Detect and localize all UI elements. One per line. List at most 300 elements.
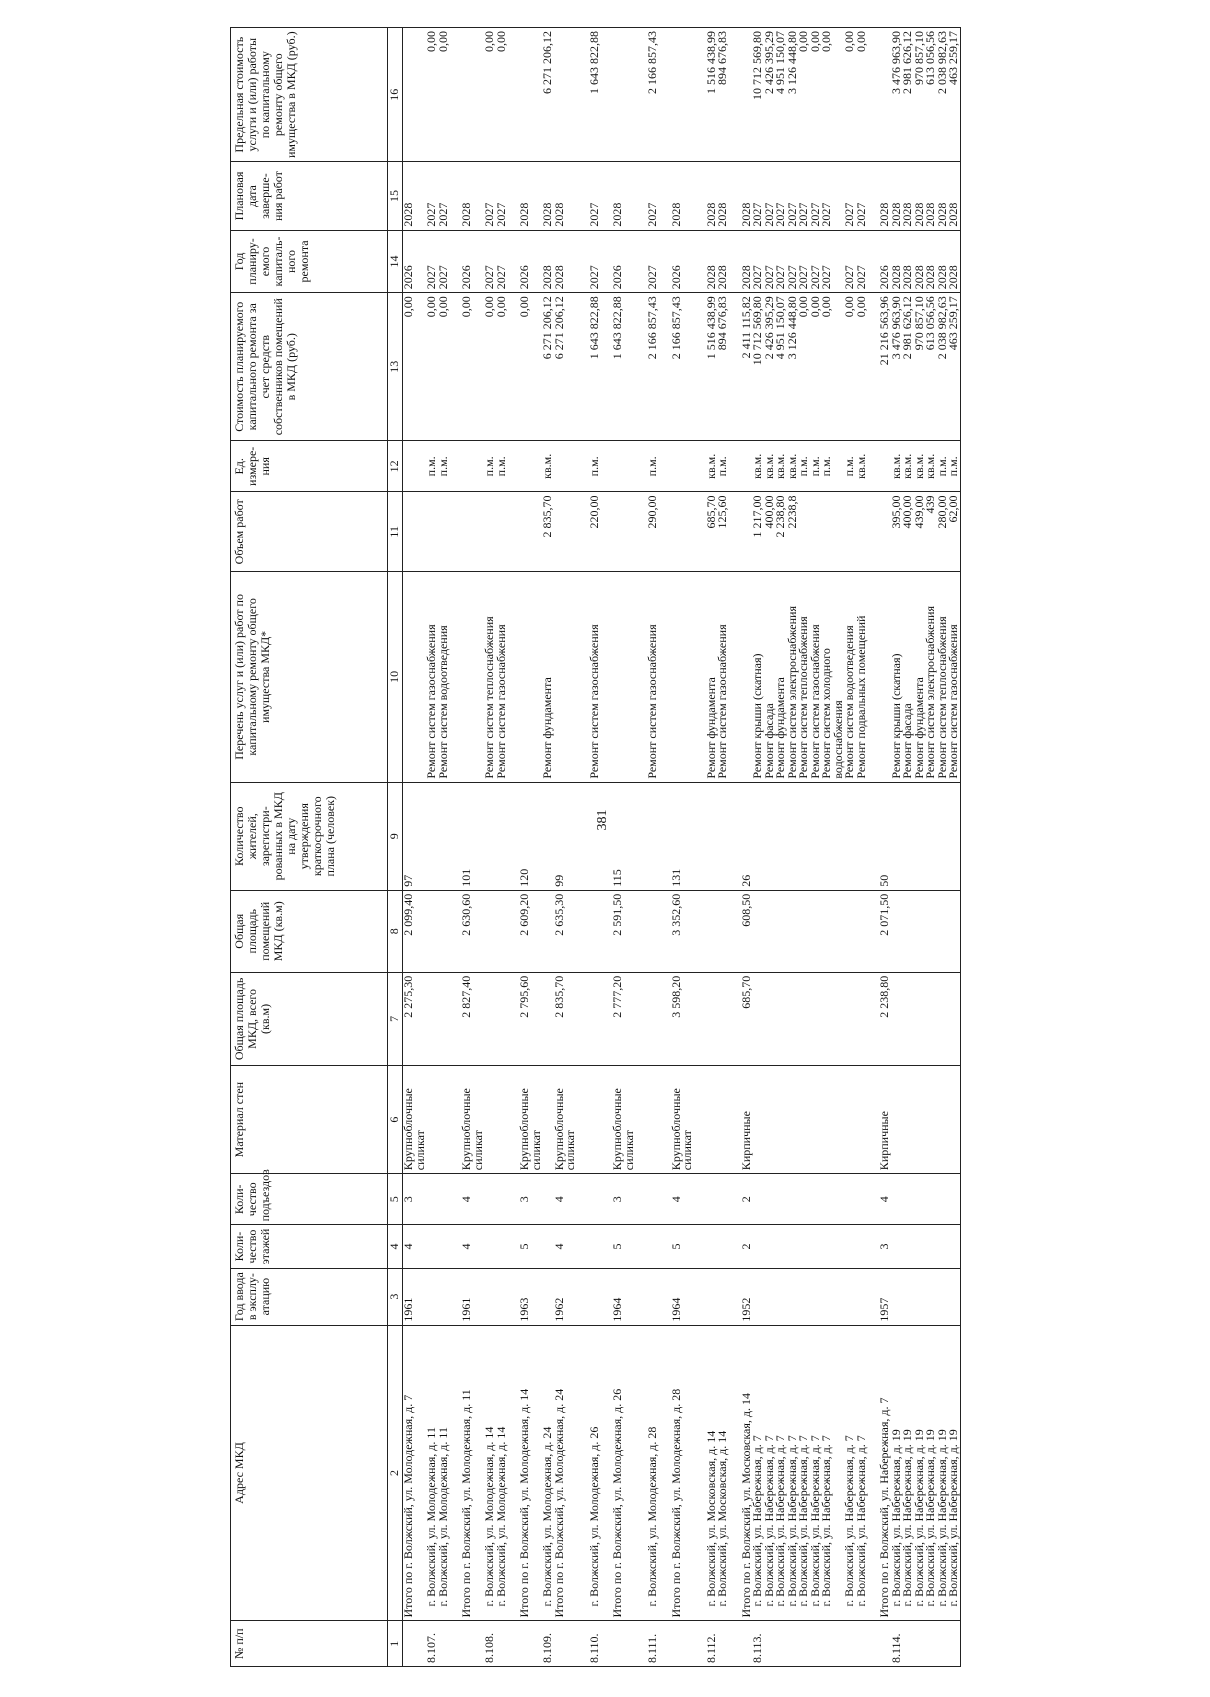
spacer-cell	[600, 28, 612, 162]
floors-cell	[647, 1225, 659, 1268]
unit-cell: кв.м.	[752, 441, 764, 492]
residents-cell	[937, 782, 949, 890]
premises-area-cell: 2 630,60	[461, 890, 484, 972]
unit-cell: кв.м.	[891, 441, 903, 492]
unit-cell	[461, 441, 484, 492]
wall-material-cell: Крупноблочные силикат	[403, 1066, 427, 1174]
total-area-cell	[856, 972, 868, 1065]
unit-cell: п.м.	[810, 441, 822, 492]
max-cost-cell: 0,00	[496, 28, 508, 162]
planned-cost-cell: 2 426 395,29	[764, 293, 776, 441]
spacer-cell	[577, 1268, 589, 1325]
repair-year-cell: 2028	[706, 230, 718, 293]
residents-cell	[925, 782, 937, 890]
column-number: 7	[388, 972, 403, 1065]
completion-date-cell: 2028	[706, 162, 718, 230]
repair-year-cell: 2028	[741, 230, 753, 293]
year-built-cell: 1964	[671, 1268, 694, 1325]
work-type-cell	[403, 572, 427, 783]
residents-cell	[798, 782, 810, 890]
residents-cell: 131	[671, 782, 694, 890]
row-number-cell	[519, 1621, 542, 1667]
wall-material-cell	[764, 1066, 776, 1174]
year-built-cell	[844, 1268, 856, 1325]
max-cost-cell: 0,00	[438, 28, 450, 162]
completion-date-cell: 2027	[752, 162, 764, 230]
work-type-cell: Ремонт систем газоснабжения	[717, 572, 729, 783]
residents-cell	[764, 782, 776, 890]
row-number-cell	[554, 1621, 577, 1667]
entrances-cell: 4	[461, 1174, 484, 1225]
wall-material-cell: Крупноблочные силикат	[519, 1066, 542, 1174]
floors-cell: 4	[461, 1225, 484, 1268]
address-cell: г. Волжский, ул. Набережная, д. 19	[902, 1325, 914, 1621]
work-type-cell: Ремонт систем водоотведения	[844, 572, 856, 783]
floors-cell	[844, 1225, 856, 1268]
planned-cost-cell: 3 126 448,80	[787, 293, 799, 441]
floors-cell	[484, 1225, 496, 1268]
wall-material-cell	[706, 1066, 718, 1174]
unit-cell: п.м.	[438, 441, 450, 492]
max-cost-cell: 0,00	[844, 28, 856, 162]
planned-cost-cell: 0,00	[519, 293, 542, 441]
entrances-cell: 4	[879, 1174, 891, 1225]
spacer-cell	[867, 492, 879, 572]
address-cell: г. Волжский, ул. Набережная, д. 19	[914, 1325, 926, 1621]
address-cell: г. Волжский, ул. Набережная, д. 7	[752, 1325, 764, 1621]
unit-cell: кв.м.	[902, 441, 914, 492]
repair-year-cell: 2027	[484, 230, 496, 293]
planned-cost-cell: 6 271 206,12	[542, 293, 554, 441]
completion-date-cell: 2027	[438, 162, 450, 230]
premises-area-cell	[706, 890, 718, 972]
row-number-cell	[914, 1621, 926, 1667]
repair-year-cell: 2028	[948, 230, 960, 293]
work-type-cell	[612, 572, 635, 783]
address-cell: г. Волжский, ул. Набережная, д. 19	[891, 1325, 903, 1621]
year-built-cell	[764, 1268, 776, 1325]
year-built-cell	[775, 1268, 787, 1325]
year-built-cell	[810, 1268, 822, 1325]
work-volume-cell	[844, 492, 856, 572]
premises-area-cell	[844, 890, 856, 972]
column-number: 1	[388, 1621, 403, 1667]
completion-date-cell: 2028	[403, 162, 427, 230]
header-cell: Предельная стоимость услуги и (или) работы по капитальному ремонту общего имущества в МКД (руб.)	[231, 28, 388, 162]
repair-year-cell: 2027	[764, 230, 776, 293]
completion-date-cell: 2028	[925, 162, 937, 230]
unit-cell: кв.м.	[706, 441, 718, 492]
year-built-cell	[856, 1268, 868, 1325]
spacer-cell	[867, 28, 879, 162]
spacer-cell	[659, 28, 671, 162]
spacer-cell	[577, 782, 589, 890]
row-number-cell: 8.113.	[752, 1621, 764, 1667]
unit-cell: п.м.	[798, 441, 810, 492]
entrances-cell	[764, 1174, 776, 1225]
floors-cell	[821, 1225, 844, 1268]
entrances-cell: 4	[554, 1174, 577, 1225]
work-volume-cell: 400,00	[764, 492, 776, 572]
entrances-cell: 3	[519, 1174, 542, 1225]
year-built-cell	[948, 1268, 960, 1325]
planned-cost-cell: 0,00	[461, 293, 484, 441]
work-volume-cell: 62,00	[948, 492, 960, 572]
spacer-cell	[729, 492, 741, 572]
planned-cost-cell: 3 476 963,90	[891, 293, 903, 441]
repair-year-cell: 2027	[787, 230, 799, 293]
spacer-cell	[507, 28, 519, 162]
wall-material-cell	[937, 1066, 949, 1174]
spacer-cell	[867, 572, 879, 783]
work-volume-cell	[821, 492, 844, 572]
repair-year-cell: 2027	[426, 230, 438, 293]
total-row	[671, 28, 694, 1667]
spacer-cell	[694, 1268, 706, 1325]
residents-cell: 99	[554, 782, 577, 890]
spacer-cell	[694, 972, 706, 1065]
work-type-cell: Ремонт систем холодного водоснабжения	[821, 572, 844, 783]
work-volume-cell: 395,00	[891, 492, 903, 572]
entrances-cell	[925, 1174, 937, 1225]
planned-cost-cell: 1 643 822,88	[612, 293, 635, 441]
row-number-cell: 8.107.	[426, 1621, 438, 1667]
total-area-cell	[787, 972, 799, 1065]
repair-year-cell: 2027	[647, 230, 659, 293]
planned-cost-cell: 4 951 150,07	[775, 293, 787, 441]
planned-cost-cell: 0,00	[844, 293, 856, 441]
wall-material-cell	[948, 1066, 960, 1174]
premises-area-cell	[589, 890, 601, 972]
max-cost-cell: 1 643 822,88	[589, 28, 601, 162]
planned-cost-cell: 0,00	[496, 293, 508, 441]
completion-date-cell: 2027	[798, 162, 810, 230]
row-number-cell	[810, 1621, 822, 1667]
floors-cell	[589, 1225, 601, 1268]
work-volume-cell: 439,00	[914, 492, 926, 572]
premises-area-cell	[764, 890, 776, 972]
entrances-cell	[647, 1174, 659, 1225]
planned-cost-cell: 2 411 115,82	[741, 293, 753, 441]
unit-cell	[519, 441, 542, 492]
work-type-cell: Ремонт систем теплоснабжения	[798, 572, 810, 783]
spacer-cell	[600, 572, 612, 783]
work-volume-cell	[403, 492, 427, 572]
header-cell: Стоимость планируемого капитального ремонта за счет средств собственников помещений в МКД (руб.)	[231, 293, 388, 441]
repair-year-cell: 2027	[856, 230, 868, 293]
year-built-cell	[589, 1268, 601, 1325]
table-row	[948, 28, 960, 1667]
unit-cell	[671, 441, 694, 492]
completion-date-cell: 2027	[496, 162, 508, 230]
residents-cell	[856, 782, 868, 890]
spacer-cell	[449, 572, 461, 783]
residents-cell	[752, 782, 764, 890]
floors-cell: 5	[671, 1225, 694, 1268]
total-area-cell	[438, 972, 450, 1065]
spacer-cell	[867, 441, 879, 492]
address-cell: г. Волжский, ул. Набережная, д. 19	[948, 1325, 960, 1621]
spacer-cell	[635, 1174, 647, 1225]
total-area-cell	[764, 972, 776, 1065]
row-number-cell	[612, 1621, 635, 1667]
spacer-cell	[449, 28, 461, 162]
repair-year-cell: 2027	[752, 230, 764, 293]
address-cell: г. Волжский, ул. Набережная, д. 7	[775, 1325, 787, 1621]
header-cell: Плановая дата заверше-ния работ	[231, 162, 388, 230]
column-number: 2	[388, 1325, 403, 1621]
planned-cost-cell: 2 166 857,43	[671, 293, 694, 441]
table-body	[403, 28, 961, 1667]
address-cell: г. Волжский, ул. Набережная, д. 7	[810, 1325, 822, 1621]
work-volume-cell: 685,70	[706, 492, 718, 572]
unit-cell: кв.м.	[542, 441, 554, 492]
floors-cell	[438, 1225, 450, 1268]
wall-material-cell	[902, 1066, 914, 1174]
floors-cell	[798, 1225, 810, 1268]
completion-date-cell: 2027	[764, 162, 776, 230]
entrances-cell	[798, 1174, 810, 1225]
planned-cost-cell: 894 676,83	[717, 293, 729, 441]
row-number-cell	[937, 1621, 949, 1667]
year-built-cell: 1963	[519, 1268, 542, 1325]
unit-cell: п.м.	[948, 441, 960, 492]
address-cell: г. Волжский, ул. Набережная, д. 19	[937, 1325, 949, 1621]
max-cost-cell: 2 166 857,43	[647, 28, 659, 162]
residents-cell: 115	[612, 782, 635, 890]
work-type-cell: Ремонт подвальных помещений	[856, 572, 868, 783]
total-area-cell	[844, 972, 856, 1065]
residents-cell: 26	[741, 782, 753, 890]
residents-cell: 97	[403, 782, 427, 890]
work-type-cell: Ремонт фундамента	[706, 572, 718, 783]
completion-date-cell: 2027	[647, 162, 659, 230]
repair-year-cell: 2027	[775, 230, 787, 293]
total-area-cell	[937, 972, 949, 1065]
spacer-cell	[507, 1621, 519, 1667]
planned-cost-cell: 6 271 206,12	[554, 293, 577, 441]
planned-cost-cell: 0,00	[821, 293, 844, 441]
floors-cell	[902, 1225, 914, 1268]
year-built-cell	[752, 1268, 764, 1325]
total-area-cell	[902, 972, 914, 1065]
work-type-cell: Ремонт систем теплоснабжения	[484, 572, 496, 783]
completion-date-cell: 2028	[879, 162, 891, 230]
total-row	[519, 28, 542, 1667]
entrances-cell	[856, 1174, 868, 1225]
row-number-cell	[775, 1621, 787, 1667]
work-type-cell	[461, 572, 484, 783]
repair-year-cell: 2027	[810, 230, 822, 293]
completion-date-cell: 2028	[519, 162, 542, 230]
floors-cell: 3	[879, 1225, 891, 1268]
year-built-cell	[717, 1268, 729, 1325]
premises-area-cell	[925, 890, 937, 972]
completion-date-cell: 2027	[810, 162, 822, 230]
spacer-cell	[449, 1621, 461, 1667]
year-built-cell: 1962	[554, 1268, 577, 1325]
spacer-cell	[694, 782, 706, 890]
year-built-cell	[438, 1268, 450, 1325]
spacer-cell	[694, 1225, 706, 1268]
work-type-cell: Ремонт систем газоснабжения	[647, 572, 659, 783]
address-cell: Итого по г. Волжский, ул. Молодежная, д. 7	[403, 1325, 427, 1621]
header-cell: № п/п	[231, 1621, 388, 1667]
unit-cell: п.м.	[844, 441, 856, 492]
unit-cell: п.м.	[426, 441, 438, 492]
spacer-cell	[449, 492, 461, 572]
total-area-cell: 2 275,30	[403, 972, 427, 1065]
work-type-cell	[519, 572, 542, 783]
wall-material-cell	[810, 1066, 822, 1174]
header-cell: Год планиру-емого капиталь-ного ремонта	[231, 230, 388, 293]
unit-cell: п.м.	[589, 441, 601, 492]
premises-area-cell	[937, 890, 949, 972]
premises-area-cell	[948, 890, 960, 972]
residents-cell	[438, 782, 450, 890]
completion-date-cell: 2028	[717, 162, 729, 230]
max-cost-cell	[612, 28, 635, 162]
residents-cell	[844, 782, 856, 890]
entrances-cell	[496, 1174, 508, 1225]
repair-year-cell: 2027	[438, 230, 450, 293]
residents-cell: 101	[461, 782, 484, 890]
work-type-cell: Ремонт систем газоснабжения	[589, 572, 601, 783]
row-number-cell	[496, 1621, 508, 1667]
repair-year-cell: 2026	[403, 230, 427, 293]
spacer-cell	[659, 572, 671, 783]
header-cell: Материал стен	[231, 1066, 388, 1174]
max-cost-cell	[461, 28, 484, 162]
work-type-cell: Ремонт крыши (скатная)	[891, 572, 903, 783]
year-built-cell: 1957	[879, 1268, 891, 1325]
residents-cell	[891, 782, 903, 890]
wall-material-cell	[821, 1066, 844, 1174]
floors-cell	[925, 1225, 937, 1268]
max-cost-cell: 3 126 448,80	[787, 28, 799, 162]
total-row	[612, 28, 635, 1667]
row-number-cell	[403, 1621, 427, 1667]
address-cell: г. Волжский, ул. Набережная, д. 7	[798, 1325, 810, 1621]
address-cell: г. Волжский, ул. Молодежная, д. 24	[542, 1325, 554, 1621]
year-built-cell	[902, 1268, 914, 1325]
column-number: 13	[388, 293, 403, 441]
spacer-cell	[577, 1225, 589, 1268]
column-number: 12	[388, 441, 403, 492]
address-cell: г. Волжский, ул. Набережная, д. 19	[925, 1325, 937, 1621]
max-cost-cell: 1 516 438,99	[706, 28, 718, 162]
spacer-cell	[577, 1174, 589, 1225]
planned-cost-cell: 21 216 563,96	[879, 293, 891, 441]
planned-cost-cell: 0,00	[798, 293, 810, 441]
completion-date-cell: 2027	[856, 162, 868, 230]
spacer-cell	[729, 28, 741, 162]
entrances-cell	[902, 1174, 914, 1225]
row-number-cell	[844, 1621, 856, 1667]
premises-area-cell	[891, 890, 903, 972]
table-row	[821, 28, 844, 1667]
planned-cost-cell: 0,00	[403, 293, 427, 441]
work-volume-cell: 1 217,00	[752, 492, 764, 572]
address-cell: г. Волжский, ул. Набережная, д. 7	[764, 1325, 776, 1621]
entrances-cell	[891, 1174, 903, 1225]
wall-material-cell	[484, 1066, 496, 1174]
column-number: 9	[388, 782, 403, 890]
wall-material-cell: Кирпичные	[879, 1066, 891, 1174]
address-cell: г. Волжский, ул. Молодежная, д. 14	[484, 1325, 496, 1621]
address-cell: г. Волжский, ул. Молодежная, д. 11	[426, 1325, 438, 1621]
completion-date-cell: 2027	[589, 162, 601, 230]
address-cell: г. Волжский, ул. Набережная, д. 7	[787, 1325, 799, 1621]
premises-area-cell: 2 609,20	[519, 890, 542, 972]
floors-cell: 5	[519, 1225, 542, 1268]
work-volume-cell: 2238,8	[787, 492, 799, 572]
address-cell: Итого по г. Волжский, ул. Молодежная, д. 14	[519, 1325, 542, 1621]
row-number-cell	[787, 1621, 799, 1667]
address-cell: г. Волжский, ул. Московская, д. 14	[706, 1325, 718, 1621]
column-number: 4	[388, 1225, 403, 1268]
max-cost-cell: 970 857,10	[914, 28, 926, 162]
residents-cell	[647, 782, 659, 890]
max-cost-cell: 0,00	[821, 28, 844, 162]
year-built-cell	[891, 1268, 903, 1325]
wall-material-cell	[891, 1066, 903, 1174]
total-area-cell: 2 827,40	[461, 972, 484, 1065]
spacer-cell	[635, 1066, 647, 1174]
work-type-cell: Ремонт систем газоснабжения	[810, 572, 822, 783]
unit-cell: п.м.	[496, 441, 508, 492]
year-built-cell: 1961	[403, 1268, 427, 1325]
floors-cell	[948, 1225, 960, 1268]
total-area-cell	[798, 972, 810, 1065]
wall-material-cell: Крупноблочные силикат	[461, 1066, 484, 1174]
spacer-cell	[729, 572, 741, 783]
completion-date-cell: 2028	[542, 162, 554, 230]
premises-area-cell	[914, 890, 926, 972]
wall-material-cell	[914, 1066, 926, 1174]
table-row	[589, 28, 601, 1667]
floors-cell	[752, 1225, 764, 1268]
entrances-cell	[844, 1174, 856, 1225]
wall-material-cell	[496, 1066, 508, 1174]
entrances-cell	[787, 1174, 799, 1225]
repair-year-cell: 2026	[879, 230, 891, 293]
max-cost-cell	[519, 28, 542, 162]
repair-year-cell: 2028	[902, 230, 914, 293]
address-cell: г. Волжский, ул. Набережная, д. 7	[821, 1325, 844, 1621]
premises-area-cell	[856, 890, 868, 972]
max-cost-cell: 0,00	[484, 28, 496, 162]
floors-cell	[717, 1225, 729, 1268]
entrances-cell	[937, 1174, 949, 1225]
spacer-cell	[867, 1621, 879, 1667]
spacer-cell	[659, 492, 671, 572]
total-area-cell	[752, 972, 764, 1065]
wall-material-cell	[775, 1066, 787, 1174]
planned-cost-cell: 0,00	[426, 293, 438, 441]
planned-cost-cell: 0,00	[438, 293, 450, 441]
total-area-cell: 2 795,60	[519, 972, 542, 1065]
unit-cell	[554, 441, 577, 492]
row-number-cell	[717, 1621, 729, 1667]
column-number: 14	[388, 230, 403, 293]
premises-area-cell	[438, 890, 450, 972]
completion-date-cell: 2027	[426, 162, 438, 230]
entrances-cell	[438, 1174, 450, 1225]
residents-cell: 50	[879, 782, 891, 890]
work-type-cell: Ремонт фундамента	[542, 572, 554, 783]
row-number-cell	[902, 1621, 914, 1667]
